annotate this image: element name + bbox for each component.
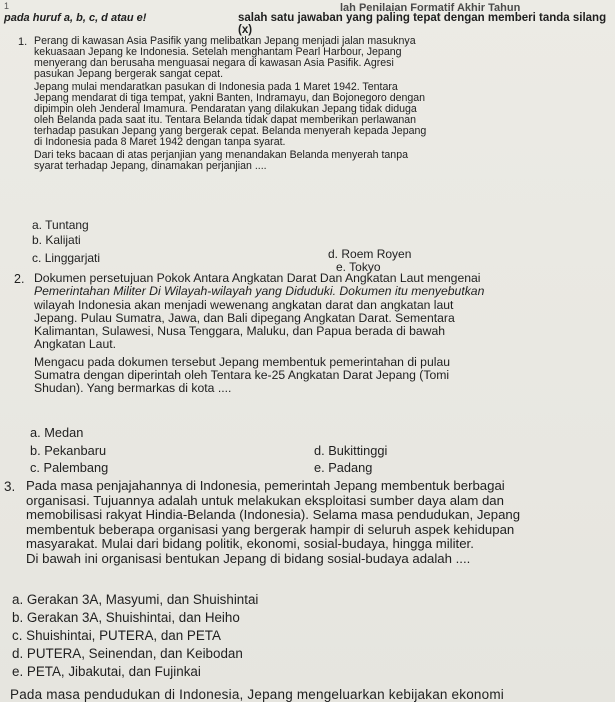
option-d[interactable] [314,443,387,458]
text-line: Shudan). Yang bermarkas di kota .... [34,381,232,396]
option-text: Shuishintai, PUTERA, dan PETA [26,628,221,643]
question-number: 1. [18,36,28,48]
text-line: oleh Belanda pada saat itu. Tentara Belanda tidak dapat memberikan perlawanan [34,114,417,126]
option-text: PETA, Jibakutai, dan Fujinkai [26,664,201,679]
worksheet-title: lah Penilaian Formatif Akhir Tahun [340,2,521,14]
text-line: Pemerintahan Militer Di Wilayah-wilayah yang Diduduki. Dokumen itu menyebutkan [34,284,485,299]
text-line: dipimpin oleh Jenderal Imamura. Pendaratan yang dilakukan Jepang tidak diduga [34,103,417,115]
option-b[interactable] [12,610,240,625]
question-number: 2. [14,272,25,286]
text-line: Angkatan Laut. [34,337,116,352]
option-letter: a. [32,218,43,232]
text-line: menyerang dan berusaha menguasai negara di kawasan Asia Pasifik. Agresi [34,57,394,69]
option-a[interactable] [32,218,89,232]
option-c[interactable] [12,628,221,643]
option-text: Roem Royen [341,247,412,261]
question-text [34,36,606,172]
cut-off-text: Pada masa pendudukan di Indonesia, Jepang mengeluarkan kebijakan ekonomi [10,688,504,702]
option-letter: c. [32,251,42,265]
question-text [34,272,606,396]
option-text: Kalijati [45,233,81,247]
option-text: PUTERA, Seinendan, dan Keibodan [26,646,243,661]
instruction-line-2: pada huruf a, b, c, d atau e! [4,12,147,24]
option-d[interactable] [12,646,243,661]
option-text: Medan [44,425,84,440]
option-letter: e. [314,460,325,475]
text-line: Mengacu pada dokumen tersebut Jepang membentuk pemerintahan di pulau [34,354,451,369]
text-line: Kalimantan, Sulawesi, Nusa Tenggara, Maluku, dan Papua berada di bawah [34,324,446,339]
text-line: organisasi. Tujuannya adalah untuk melakukan eksploitasi sumber daya alam dan [26,492,504,508]
text-line: syarat terhadap Jepang, dinamakan perjanjian .... [34,160,267,172]
option-text: Linggarjati [44,251,101,265]
text-line: Jepang mendarat di tiga tempat, yakni Banten, Indramayu, dan Bojonegoro dengan [34,92,426,104]
option-letter: d. [314,443,325,458]
text-line: memobilisasi rakyat Hindia-Belanda (Indonesia). Selama masa pendudukan, Jepang [26,507,521,523]
text-line: Sumatra dengan diperintah oleh Tentara ke-25 Angkatan Darat Jepang (Tomi [34,368,450,383]
text-line: pasukan Jepang bergerak sangat cepat. [34,68,224,80]
option-text: Gerakan 3A, Shuishintai, dan Heiho [26,610,240,625]
option-e[interactable] [314,460,372,475]
option-b[interactable] [30,443,106,458]
option-a[interactable] [12,592,258,607]
question-number: 3. [4,479,16,494]
text-line: terhadap pasukan Jepang yang bergerak cepat. Belanda menyerah kepada Jepang [34,125,427,137]
option-letter: c. [12,628,23,643]
question-text [26,479,610,567]
option-c[interactable] [30,460,108,475]
option-b[interactable] [32,233,81,247]
text-line: masyarakat. Mulai dari bidang politik, ekonomi, sosial-budaya, hingga militer. [26,536,474,552]
text-line: wilayah Indonesia akan menjadi wewenang angkatan darat dan angkatan laut [34,297,454,312]
option-letter: e. [12,664,24,679]
option-text: Tuntang [45,218,89,232]
text-line: di Indonesia pada 8 Maret 1942 dengan tanpa syarat. [34,136,286,148]
option-text: Gerakan 3A, Masyumi, dan Shuishintai [26,592,259,607]
instruction-line-1 [238,12,615,36]
option-letter: b. [32,233,43,247]
option-text: Palembang [43,460,109,475]
text-line: membentuk beberapa organisasi yang bergerak hampir di seluruh aspek kehidupan [26,521,515,537]
option-text: Pekanbaru [44,443,107,458]
option-letter: d. [12,646,24,661]
text-line: Dokumen persetujuan Pokok Antara Angkatan Darat Dan Angkatan Laut mengenai [34,271,481,285]
text-line: Di bawah ini organisasi bentukan Jepang di bidang sosial-budaya adalah .... [26,550,471,566]
text-line: Pada masa penjajahannya di Indonesia, pemerintah Jepang membentuk berbagai [26,478,505,493]
cut-off-next-question [0,688,615,702]
option-letter: a. [12,592,24,607]
option-letter: b. [30,443,41,458]
text-line: Jepang. Pulau Sumatra, Jawa, dan Bali dipegang Angkatan Darat. Sementara [34,310,455,325]
option-text: Tokyo [349,260,381,274]
option-letter: e. [336,260,347,274]
text-line: Perang di kawasan Asia Pasifik yang melibatkan Jepang menjadi jalan masuknya [34,35,416,47]
option-letter: b. [12,610,24,625]
option-text: Bukittinggi [328,443,388,458]
option-text: Padang [328,460,373,475]
option-letter: d. [328,247,339,261]
corner-mark: 1 [4,1,10,11]
option-c[interactable] [32,251,100,265]
option-letter: a. [30,425,41,440]
text-line: Jepang mulai mendaratkan pasukan di Indonesia pada 1 Maret 1942. Tentara [34,81,398,93]
option-a[interactable] [30,425,83,440]
option-e[interactable] [12,664,201,679]
option-d[interactable] [328,247,411,261]
option-letter: c. [30,460,40,475]
text-line: Dari teks bacaan di atas perjanjian yang menandakan Belanda menyerah tanpa [34,149,408,161]
instruction-text: salah satu jawaban yang paling tepat dengan memberi tanda silang (x) [238,12,607,37]
text-line: kekuasaan Jepang ke Indonesia. Setelah menghantam Pearl Harbour, Jepang [34,46,402,58]
